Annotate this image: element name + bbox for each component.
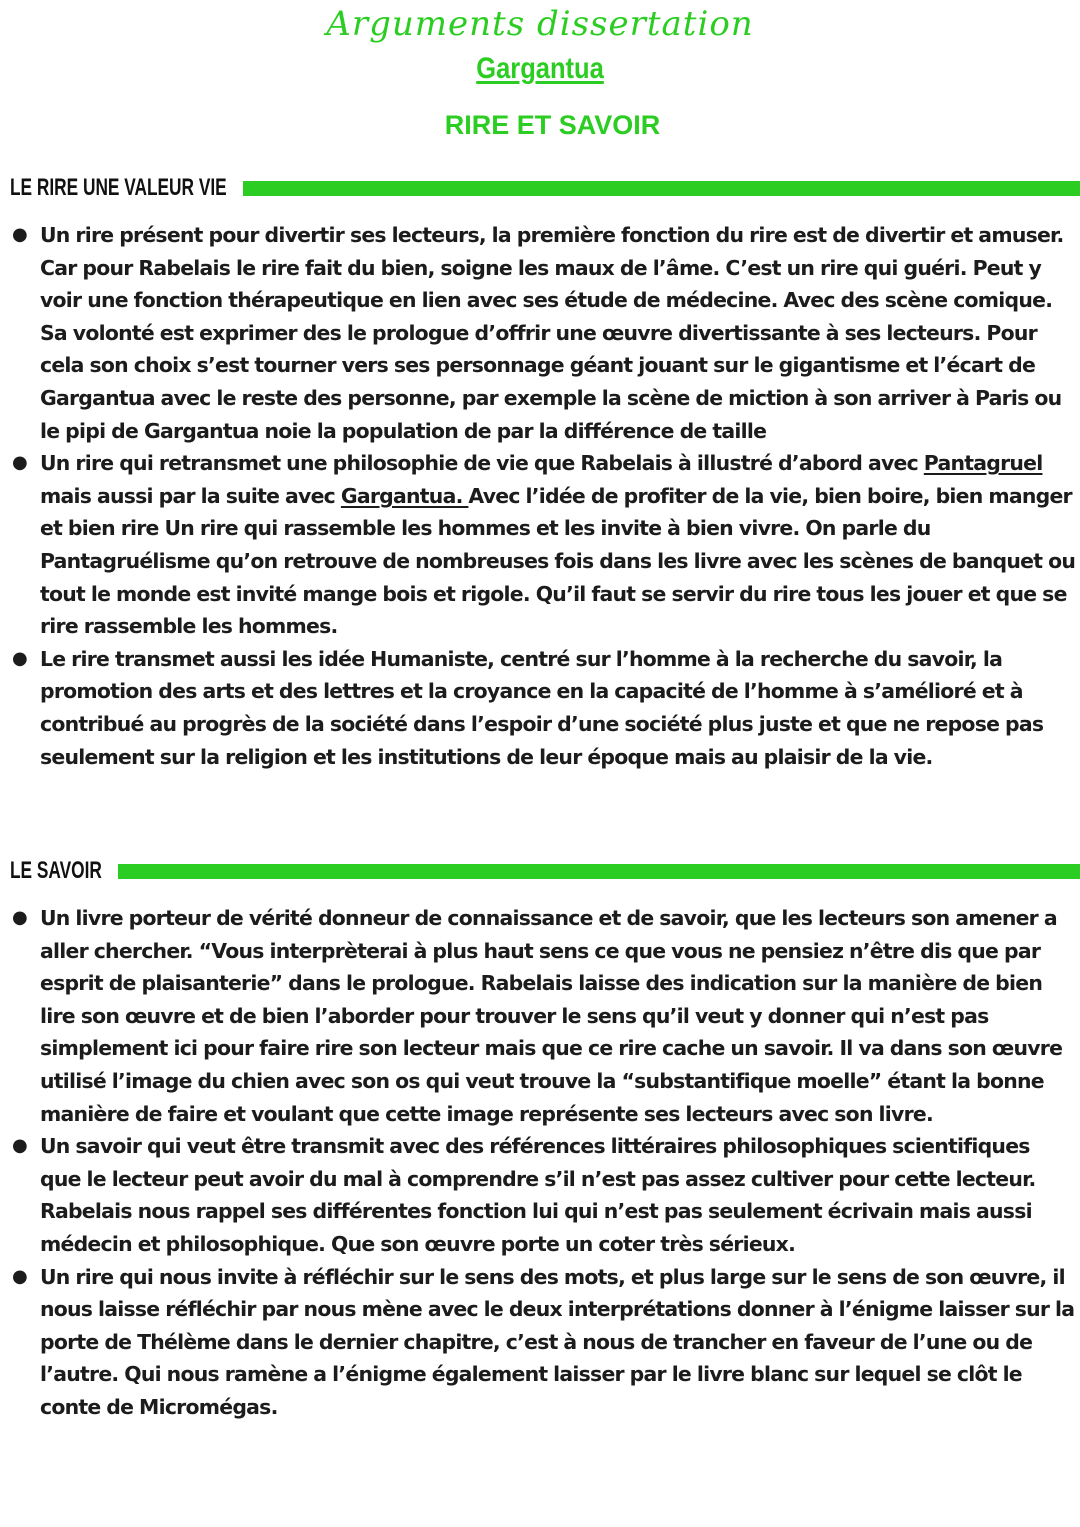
list-item bbox=[0, 643, 1080, 773]
book-reference-gargantua: Gargantua. bbox=[340, 483, 469, 508]
bullet-list-savoir bbox=[0, 902, 1080, 1424]
book-reference-pantagruel: Pantagruel bbox=[923, 451, 1043, 476]
bullet-icon: ● bbox=[12, 1135, 27, 1157]
bullet-icon: ● bbox=[12, 647, 27, 669]
list-item-text: Un rire qui nous invite à réfléchir sur le sens des mots, et plus large sur le sens de son œuvre, il nous laisse réfléchir par nous mène avec le deux interprétations donner à l’énigme laisser sur la porte de Thélème dans le dernier chapitre, c’est à nous de trancher en faveur de l’une ou de l’autre. Qui nous ramène a l’énigme également laisser par le livre blanc sur lequel se clôt le conte de Micromégas. bbox=[40, 1264, 1075, 1419]
document-subtitle: RIRE ET SAVOIR bbox=[444, 110, 661, 140]
list-item-text: Un savoir qui veut être transmit avec des références littéraires philosophiques scientifiques que le lecteur peut avoir du mal à comprendre s’il n’est pas assez cultiver pour cette lecteur. Rabelais nous rappel ses différentes fonction lui qui n’est pas seulement écrivain mais aussi médecin et philosophique. Que son œuvre porte un coter très sérieux. bbox=[40, 1134, 1036, 1256]
list-item bbox=[0, 1261, 1080, 1424]
document-script-title: Arguments dissertation bbox=[326, 4, 754, 44]
section-heading-savoir bbox=[10, 857, 1080, 887]
list-item-text: Un rire qui retransmet une philosophie de vie que Rabelais à illustré d’abord avec bbox=[40, 451, 924, 476]
list-item bbox=[0, 447, 1080, 643]
section-divider-bar bbox=[243, 181, 1080, 196]
list-item-text: Un rire présent pour divertir ses lecteurs, la première fonction du rire est de divertir et amuser. Car pour Rabelais le rire fait du bien, soigne les maux de l’âme. C’est un rire qui guéri. Peut y voir une fonction thérapeutique en lien avec ses étude de médecine. Avec des scène comique. Sa volonté est exprimer des le prologue d’offrir une œuvre divertissante à ses lecteurs. Pour cela son choix s’est tourner vers ses personnage géant jouant sur le gigantisme et l’écart de Gargantua avec le reste des personne, par exemple la scène de miction à son arriver à Paris ou le pipi de Gargantua noie la population de par la différence de taille bbox=[40, 223, 1064, 443]
bullet-icon: ● bbox=[12, 1265, 27, 1287]
list-item bbox=[0, 219, 1080, 447]
bullet-icon: ● bbox=[12, 224, 27, 245]
section-heading-label: LE SAVOIR bbox=[10, 857, 102, 884]
book-title-text: Gargantua bbox=[476, 52, 604, 85]
list-item-text: Le rire transmet aussi les idée Humaniste, centré sur l’homme à la recherche du savoir, la promotion des arts et des lettres et la croyance en la capacité de l’homme à s’amélioré et à contribué au progrès de la société dans l’espoir d’une société plus juste et que ne repose pas seulement sur la religion et les institutions de leur époque mais au plaisir de la vie. bbox=[40, 646, 1044, 769]
list-item-text: Avec l’idée de profiter de la vie, bien boire, bien manger et bien rire Un rire qui rassemble les hommes et les invite à bien vivre. On parle du Pantagruélisme qu’on retrouve de nombreuses fois dans les livre avec les scènes de banquet ou tout le monde est invité mange bois et rigole. Qu’il faut se servir du rire tous les jouer et que se rire rassemble les hommes. bbox=[40, 483, 1076, 639]
list-item bbox=[0, 1130, 1080, 1260]
bullet-icon: ● bbox=[12, 452, 27, 474]
bullet-list-rire bbox=[0, 219, 1080, 773]
section-heading-label: LE RIRE UNE VALEUR VIE bbox=[10, 174, 227, 201]
book-title bbox=[0, 52, 1080, 86]
list-item-text: Un livre porteur de vérité donneur de connaissance et de savoir, que les lecteurs son amener a aller chercher. “Vous interprèterai à plus haut sens ce que vous ne pensiez n’être dis que par esprit de plaisanterie” dans le prologue. Rabelais laisse des indication sur la manière de bien lire son œuvre et de bien l’aborder pour trouver le sens qu’il veut y donner qui n’est pas simplement ici pour faire rire son lecteur mais que ce rire cache un savoir. Il va dans son œuvre utilisé l’image du chien avec son os qui veut trouve la “substantifique moelle” étant la bonne manière de faire et voulant que cette image représente ses lecteurs avec son livre. bbox=[40, 906, 1063, 1126]
section-heading-rire bbox=[10, 174, 1080, 204]
list-item bbox=[0, 902, 1080, 1130]
section-divider-bar bbox=[118, 864, 1080, 879]
bullet-icon: ● bbox=[12, 907, 27, 928]
list-item-text: mais aussi par la suite avec bbox=[40, 483, 341, 508]
